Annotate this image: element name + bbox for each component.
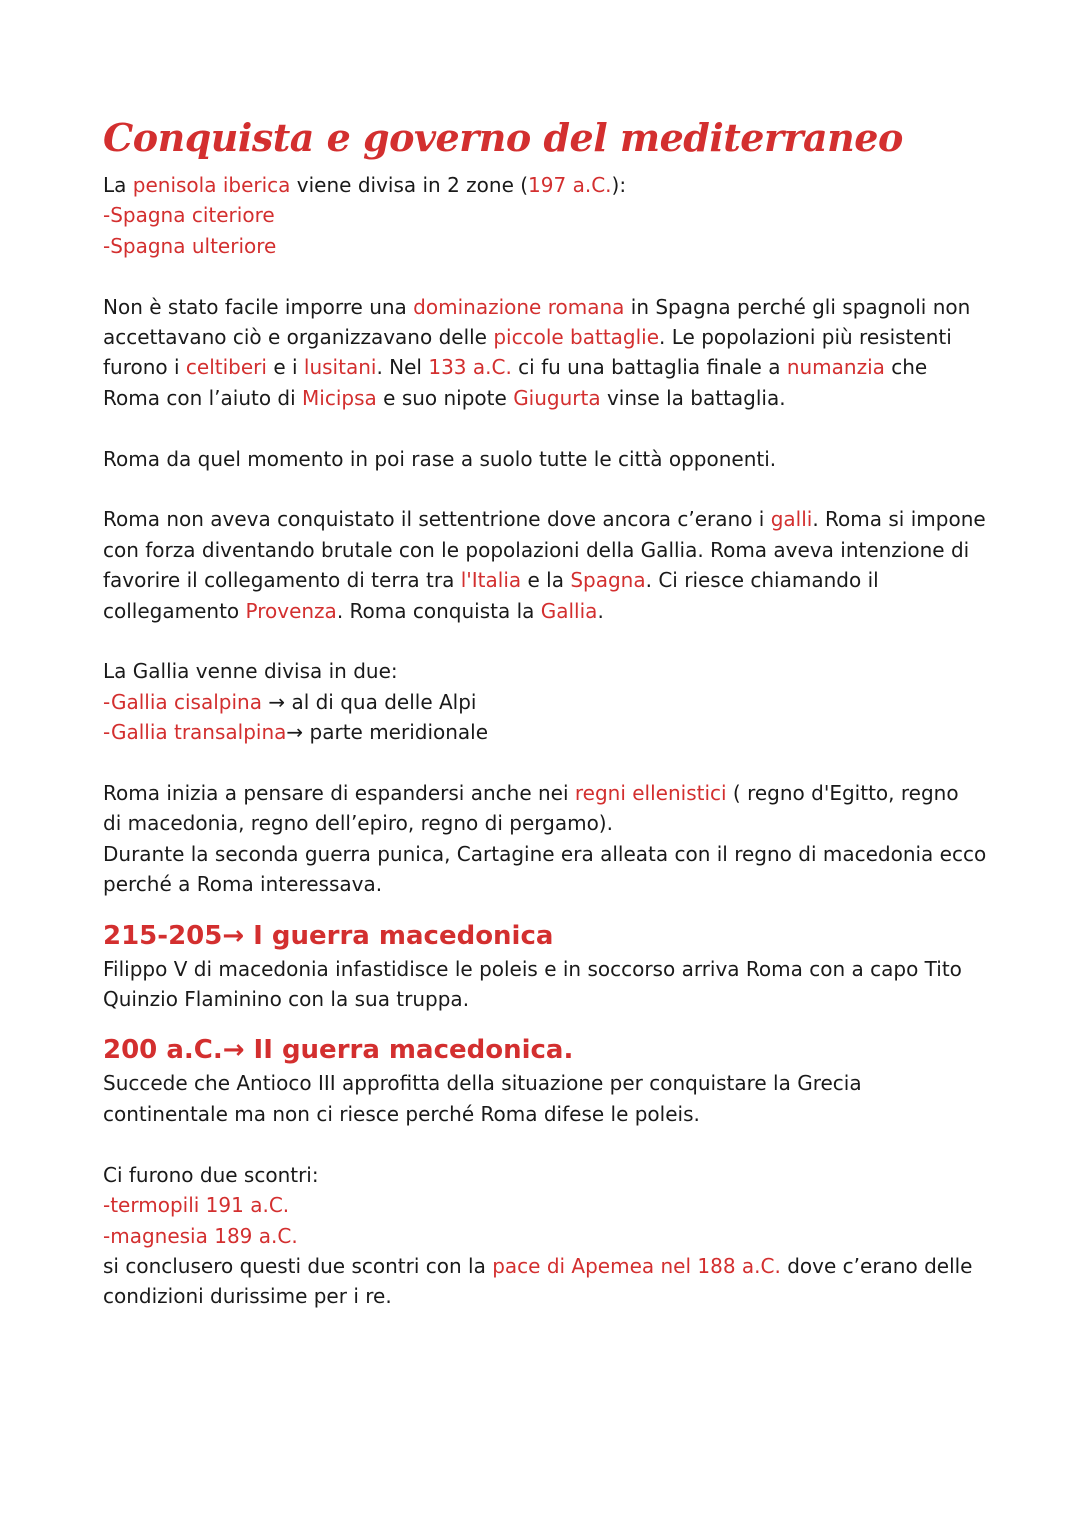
text: condizioni durissime per i re. [103, 1284, 392, 1309]
highlighted-text: regni ellenistici [574, 781, 727, 806]
text-line [103, 1160, 983, 1190]
highlighted-text: dominazione romana [413, 294, 625, 319]
text-line [103, 954, 983, 984]
highlighted-text: Provenza [245, 598, 337, 623]
highlighted-text: -Spagna citeriore [103, 203, 275, 228]
text: . [597, 598, 604, 623]
text: continentale ma non ci riesce perché Roma difese le poleis. [103, 1101, 700, 1126]
text: Filippo V di macedonia infastidisce le poleis e in soccorso arriva Roma con a capo Tito [103, 956, 962, 981]
paragraph-gap [103, 1014, 983, 1032]
text: si conclusero questi due scontri con la [103, 1253, 493, 1278]
text: di macedonia, regno dell’epiro, regno di pergamo). [103, 811, 613, 836]
text-line [103, 717, 983, 747]
text-line [103, 869, 983, 899]
text: perché a Roma interessava. [103, 872, 383, 897]
text: con forza diventando brutale con le popolazioni della Gallia. Roma aveva intenzione di [103, 537, 970, 562]
highlighted-text: galli [770, 507, 813, 532]
paragraph [103, 170, 983, 261]
text-line [103, 322, 983, 352]
highlighted-text: Micipsa [302, 385, 377, 410]
text-line [103, 535, 983, 565]
text-line [103, 984, 983, 1014]
paragraph-gap [103, 900, 983, 918]
text: . Nel [376, 355, 429, 380]
text: Quinzio Flaminino con la sua truppa. [103, 987, 470, 1012]
highlighted-text: celtiberi [185, 355, 267, 380]
text: viene divisa in 2 zone ( [290, 173, 529, 197]
text: . Roma conquista la [336, 598, 541, 623]
text: Ci furono due scontri: [103, 1162, 319, 1187]
paragraph-gap [103, 261, 983, 291]
text-line [103, 839, 987, 869]
paragraph-gap [103, 413, 983, 443]
paragraph [103, 656, 983, 747]
paragraph-gap [103, 626, 983, 656]
text: e la [521, 568, 571, 593]
page-title: Conquista e governo del mediterraneo [103, 115, 903, 160]
text: vinse la battaglia. [600, 385, 786, 410]
text: ci fu una battaglia finale a [511, 355, 787, 380]
text: Roma inizia a pensare di espandersi anche nei [103, 781, 575, 806]
text-line [103, 1099, 983, 1129]
text-line [103, 1068, 983, 1098]
highlighted-text: pace di Apemea nel 188 a.C. [492, 1253, 781, 1278]
text-line [103, 1190, 983, 1220]
paragraph [103, 504, 986, 626]
section-heading: 215-205→ I guerra macedonica [103, 920, 554, 951]
text-line [103, 596, 983, 626]
text: Durante la seconda guerra punica, Cartagine era alleata con il regno di macedonia ecco [103, 841, 987, 866]
highlighted-text: -magnesia 189 a.C. [103, 1223, 298, 1248]
text: e suo nipote [376, 385, 514, 410]
text: che [884, 355, 928, 380]
highlighted-text: -Gallia transalpina [103, 720, 287, 745]
text: . Le popolazioni più resistenti [659, 325, 952, 350]
text: collegamento [103, 598, 246, 623]
text: accettavano ciò e organizzavano delle [103, 325, 494, 350]
text: Non è stato facile imporre una [103, 294, 414, 319]
text: . Roma si impone [812, 507, 986, 532]
text-line [103, 504, 986, 534]
text: Roma da quel momento in poi rase a suolo tutte le città opponenti. [103, 446, 777, 471]
highlighted-text: piccole battaglie [493, 325, 660, 350]
highlighted-text: -Gallia cisalpina [103, 689, 262, 714]
text: Roma non aveva conquistato il settentrione dove ancora c’erano i [103, 507, 771, 532]
text: → parte meridionale [286, 720, 489, 745]
paragraph-gap [103, 748, 983, 778]
paragraph [103, 444, 983, 474]
text-line [103, 383, 983, 413]
highlighted-text: 197 a.C. [528, 173, 612, 197]
text-line [103, 352, 983, 382]
text-line [103, 1251, 983, 1281]
text: . Ci riesce chiamando il [645, 568, 879, 593]
text-line [103, 231, 983, 261]
text: Succede che Antioco III approfitta della situazione per conquistare la Grecia [103, 1071, 862, 1096]
text-line [103, 565, 983, 595]
highlighted-text: lusitani [303, 355, 377, 380]
highlighted-text: penisola iberica [132, 173, 291, 197]
text-line [103, 1221, 983, 1251]
highlighted-text: Gallia [540, 598, 598, 623]
text-line [103, 687, 983, 717]
text: ( regno d'Egitto, regno [726, 781, 959, 806]
paragraph [103, 292, 983, 414]
text: ): [611, 173, 627, 197]
paragraph [103, 778, 987, 900]
text: La [103, 173, 133, 197]
text-line [103, 1281, 983, 1311]
highlighted-text: l'Italia [460, 568, 522, 593]
section-heading: 200 a.C.→ II guerra macedonica. [103, 1035, 574, 1066]
text-line [103, 292, 983, 322]
text: → al di qua delle Alpi [261, 689, 477, 714]
section [103, 1032, 983, 1129]
text-line [103, 656, 983, 686]
paragraph-gap [103, 1129, 983, 1159]
text: La Gallia venne divisa in due: [103, 659, 398, 684]
paragraph [103, 1160, 983, 1312]
highlighted-text: numanzia [786, 355, 885, 380]
text-line [103, 170, 983, 200]
text-line [103, 778, 983, 808]
section [103, 918, 983, 1015]
text: Roma con l’aiuto di [103, 385, 303, 410]
text: favorire il collegamento di terra tra [103, 568, 461, 593]
highlighted-text: -termopili 191 a.C. [103, 1193, 290, 1218]
text-line [103, 808, 983, 838]
highlighted-text: 133 a.C. [428, 355, 512, 380]
text: furono i [103, 355, 186, 380]
highlighted-text: Spagna [570, 568, 646, 593]
text: dove c’erano delle [780, 1253, 973, 1278]
text: e i [266, 355, 304, 380]
text-line [103, 444, 983, 474]
text-line [103, 200, 983, 230]
highlighted-text: -Spagna ulteriore [103, 233, 277, 258]
highlighted-text: Giugurta [513, 385, 601, 410]
document-content [103, 110, 987, 1312]
text: in Spagna perché gli spagnoli non [624, 294, 971, 319]
paragraph-gap [103, 474, 983, 504]
